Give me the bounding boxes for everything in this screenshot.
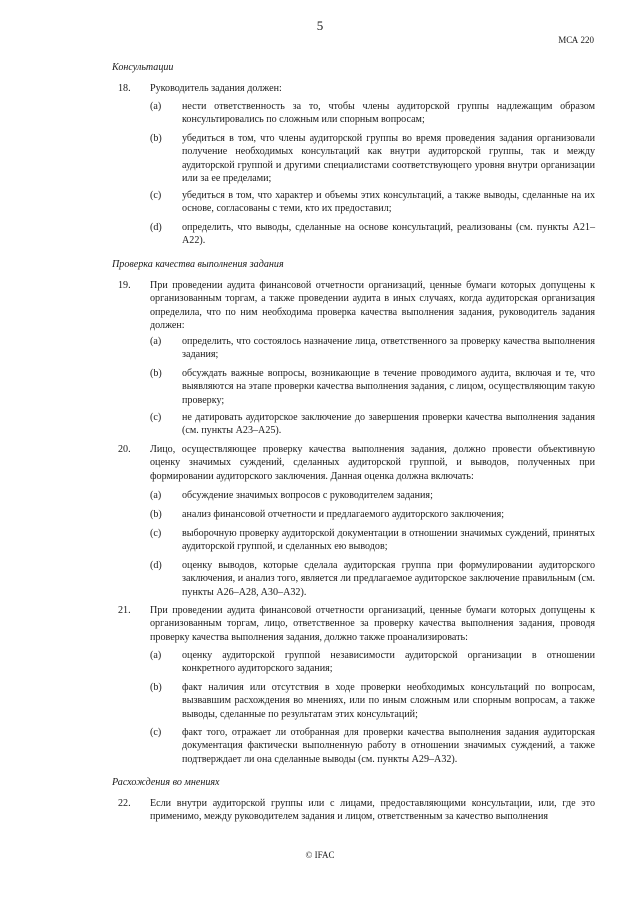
list-item-text: факт наличия или отсутствия в ходе проверки необходимых консультаций по вопросам, вызвавшим расхождения во мнениях, или по иным сложным или спорным вопросам, а также выводы, сделанные по результатам этих консультаций; xyxy=(182,682,595,720)
paragraph-text: Если внутри аудиторской группы или с лицами, предоставляющими консультации, или, где это применимо, между руководителем задания и лицом, ответственным за качество выполнения xyxy=(150,798,595,823)
list-label: (d) xyxy=(150,222,162,233)
paragraph-number: 18. xyxy=(118,83,131,94)
list-item-text: оценку выводов, которые сделала аудиторская группа при формулировании аудиторского заключения, и анализ того, является ли предлагаемое аудиторское заключение правильным (см. пункты A26–A28, A30–A32). xyxy=(182,560,595,598)
standard-code: МСА 220 xyxy=(558,35,594,45)
list-item-text: убедиться в том, что члены аудиторской группы во время проведения задания организовали получение необходимых консультаций как внутри аудиторской группы, так и между аудиторской группой и другими специалистами соответствующего уровня внутри организации или за ее пределами; xyxy=(182,133,595,185)
list-item-text: выборочную проверку аудиторской документации в отношении значимых суждений, принятых аудиторской группой, и сделанных ею выводов; xyxy=(182,528,595,553)
list-item-text: анализ финансовой отчетности и предлагаемого аудиторского заключения; xyxy=(182,509,505,520)
paragraph-text: При проведении аудита финансовой отчетности организаций, ценные бумаги которых допущены к организованным торгам, а также проведении аудита в иных случаях, когда аудиторская организация определила, что по ним необходима проверка качества выполнения задания, руководитель задания должен: xyxy=(150,280,595,332)
list-label: (c) xyxy=(150,190,162,201)
page-number: 5 xyxy=(316,18,324,33)
paragraph-number: 21. xyxy=(118,605,131,616)
list-label: (d) xyxy=(150,560,162,571)
list-label: (b) xyxy=(150,368,162,379)
list-label: (c) xyxy=(150,727,162,738)
paragraph-text: Лицо, осуществляющее проверку качества выполнения задания, должно провести объективную оценку значимых суждений, сделанных аудиторской группой, и выводов, полученных при формировании аудиторского заключения. Данная оценка должна включать: xyxy=(150,444,595,482)
list-label: (b) xyxy=(150,133,162,144)
list-item-text: определить, что состоялось назначение лица, ответственного за проверку качества выполнения задания; xyxy=(182,336,595,361)
section-heading-differences: Расхождения во мнениях xyxy=(112,777,220,788)
list-item-text: оценку аудиторской группой независимости аудиторской организации в отношении конкретного аудиторского задания; xyxy=(182,650,595,675)
footer-copyright: © IFAC xyxy=(305,850,335,860)
list-label: (c) xyxy=(150,412,162,423)
list-label: (b) xyxy=(150,682,162,693)
list-label: (c) xyxy=(150,528,162,539)
list-item-text: обсуждение значимых вопросов с руководителем задания; xyxy=(182,490,433,501)
list-item-text: определить, что выводы, сделанные на основе консультаций, реализованы (см. пункты A21–A22). xyxy=(182,222,595,247)
list-label: (a) xyxy=(150,336,162,347)
list-item-text: нести ответственность за то, чтобы члены аудиторской группы надлежащим образом консультировались по сложным или спорным вопросам; xyxy=(182,101,595,126)
list-label: (b) xyxy=(150,509,162,520)
paragraph-text: При проведении аудита финансовой отчетности организаций, ценные бумаги которых допущены к организованным торгам, лицо, ответственное за проверку качества выполнения задания, проводя проверку качества выполнения задания, должно также проанализировать: xyxy=(150,605,595,643)
section-heading-consultations: Консультации xyxy=(112,62,174,73)
paragraph-text: Руководитель задания должен: xyxy=(150,83,282,94)
paragraph-number: 20. xyxy=(118,444,131,455)
list-item-text: не датировать аудиторское заключение до завершения проверки качества выполнения задания (см. пункты A23–A25). xyxy=(182,412,595,437)
list-item-text: факт того, отражает ли отобранная для проверки качества выполнения задания аудиторская документация фактически выполненную работу в отношении значимых суждений, а также подтверждает ли она сделанные выводы (см. пункты A29–A32). xyxy=(182,727,595,765)
paragraph-number: 19. xyxy=(118,280,131,291)
paragraph-number: 22. xyxy=(118,798,131,809)
list-label: (a) xyxy=(150,101,162,112)
list-item-text: убедиться в том, что характер и объемы этих консультаций, а также выводы, сделанные на их основе, согласованы с теми, кто их предоставил; xyxy=(182,190,595,215)
section-heading-quality-review: Проверка качества выполнения задания xyxy=(112,259,284,270)
list-label: (a) xyxy=(150,650,162,661)
list-label: (a) xyxy=(150,490,162,501)
list-item-text: обсуждать важные вопросы, возникающие в течение проводимого аудита, включая и те, что выявляются на этапе проверки качества выполнения задания, с лицом, осуществляющим такую проверку; xyxy=(182,368,595,406)
